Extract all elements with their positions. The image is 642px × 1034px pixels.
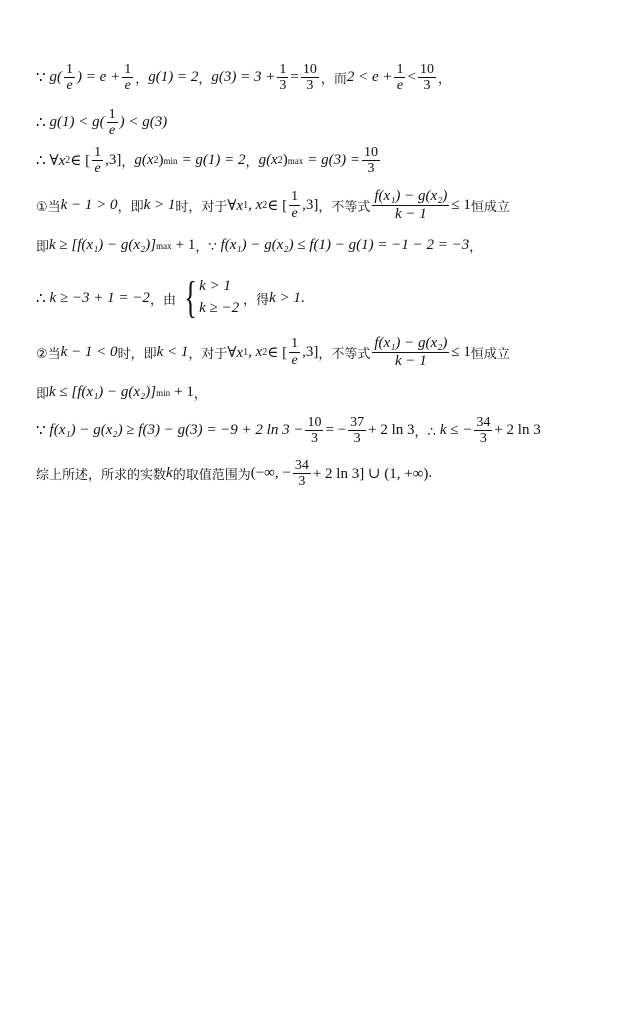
line-1: ∵ g( $\frac{1}{e}$ ) = e + $\frac{1}{e}$ ， g(1) = 2 ， g(3) = 3 + $\frac{1}{3}$ = $\frac{10}{3}$ ，而 2 < e + $\frac{1}{e}$ < $\frac{10}{3}$ ， (36, 62, 451, 94)
fraction-10-over-3: $\frac{10}{3}$ (363, 145, 378, 177)
line-6: ∴ k ≥ −3 + 1 = −2 ，由 { k > 1 k ≥ −2 ，得 k > 1 . (36, 273, 305, 322)
fraction-1-over-e: $\frac{1}{e}$ (108, 107, 116, 139)
g-open: g( (49, 69, 63, 86)
fraction-10-over-3-b: $\frac{10}{3}$ (419, 62, 434, 94)
g3-expr: g(3) = 3 + (211, 69, 276, 86)
line-2: ∴ g(1) < g( $\frac{1}{e}$ ) < g(3) (36, 107, 168, 139)
left-brace: { (184, 273, 197, 322)
because-symbol: ∵ (36, 423, 46, 440)
line-8: 即 k ≤ [f(x₁) − g(x₂)] min + 1 ， (36, 384, 207, 402)
line-10-conclusion: 综上所述，所求的实数 k 的取值范围为 (−∞, − $\frac{34}{3}$ + 2 ln 3] ∪ (1, +∞) . (36, 458, 433, 490)
line-7-case-2: ②当 k − 1 < 0 时，即 k < 1 ，对于 ∀x 1 , x 2 ∈ [ $\frac{1}{e}$ ,3] ，不等式 $\frac{\text{f(x₁) − g(x₂)}}{k - 1}$ ≤ 1 恒成立 (36, 335, 510, 369)
fraction-10-over-3: $\frac{10}{3}$ (307, 415, 322, 447)
line-3: ∴ ∀x 2 ∈ [ $\frac{1}{e}$ ,3] ， g(x 2 ) min = g(1) = 2 ， g(x 2 ) max = g(3) = $\frac{10}{3}$ (36, 145, 378, 177)
fraction-37-over-3: $\frac{37}{3}$ (350, 415, 365, 447)
therefore-symbol: ∴ (36, 290, 46, 307)
fraction-1-over-3: $\frac{1}{3}$ (279, 62, 287, 94)
line-5: 即 k ≥ [f(x₁) − g(x₂)] max + 1 ，∵ f(x₁) − g(x₂) ≤ f(1) − g(1) = −1 − 2 = −3 ， (36, 237, 483, 255)
inequality-system: { k > 1 k ≥ −2 (184, 273, 240, 322)
fraction-1-over-e: $\frac{1}{e}$ (291, 189, 299, 221)
line-9: ∵ f(x₁) − g(x₂) ≥ f(3) − g(3) = −9 + 2 ln 3 − $\frac{10}{3}$ = − $\frac{37}{3}$ + 2 ln 3 ，∴ k ≤ − $\frac{34}{3}$ + 2 ln 3 (36, 415, 541, 447)
fraction-1-over-e-c: $\frac{1}{e}$ (396, 62, 404, 94)
therefore-symbol: ∴ (36, 115, 46, 132)
line-4-case-1: ①当 k − 1 > 0 ，即 k > 1 时，对于 ∀x 1 , x 2 ∈ [ $\frac{1}{e}$ ,3] ，不等式 $\frac{\text{f(x₁) − g(x₂)}}{k - 1}$ ≤ 1 恒成立 (36, 188, 510, 222)
inequality-2-lt-e: 2 < e + (346, 69, 393, 86)
because-symbol: ∵ (36, 70, 46, 87)
fraction-f-minus-g-over-k-minus-1: $\frac{\text{f(x₁) − g(x₂)}}{k - 1}$ (374, 188, 448, 222)
fraction-34-over-3: $\frac{34}{3}$ (294, 458, 309, 490)
fraction-10-over-3: $\frac{10}{3}$ (302, 62, 317, 94)
fraction-f-minus-g-over-k-minus-1: $\frac{\text{f(x₁) − g(x₂)}}{k - 1}$ (374, 335, 448, 369)
fraction-1-over-e-b: $\frac{1}{e}$ (124, 62, 132, 94)
fraction-1-over-e: $\frac{1}{e}$ (291, 336, 299, 368)
fraction-1-over-e: $\frac{1}{e}$ (66, 62, 74, 94)
g-of-inv-e-expr: ) = e + (77, 69, 121, 86)
fraction-34-over-3: $\frac{34}{3}$ (476, 415, 491, 447)
therefore-symbol: ∴ (36, 153, 46, 170)
g1-value: g(1) = 2 (148, 69, 199, 86)
fraction-1-over-e: $\frac{1}{e}$ (94, 145, 102, 177)
